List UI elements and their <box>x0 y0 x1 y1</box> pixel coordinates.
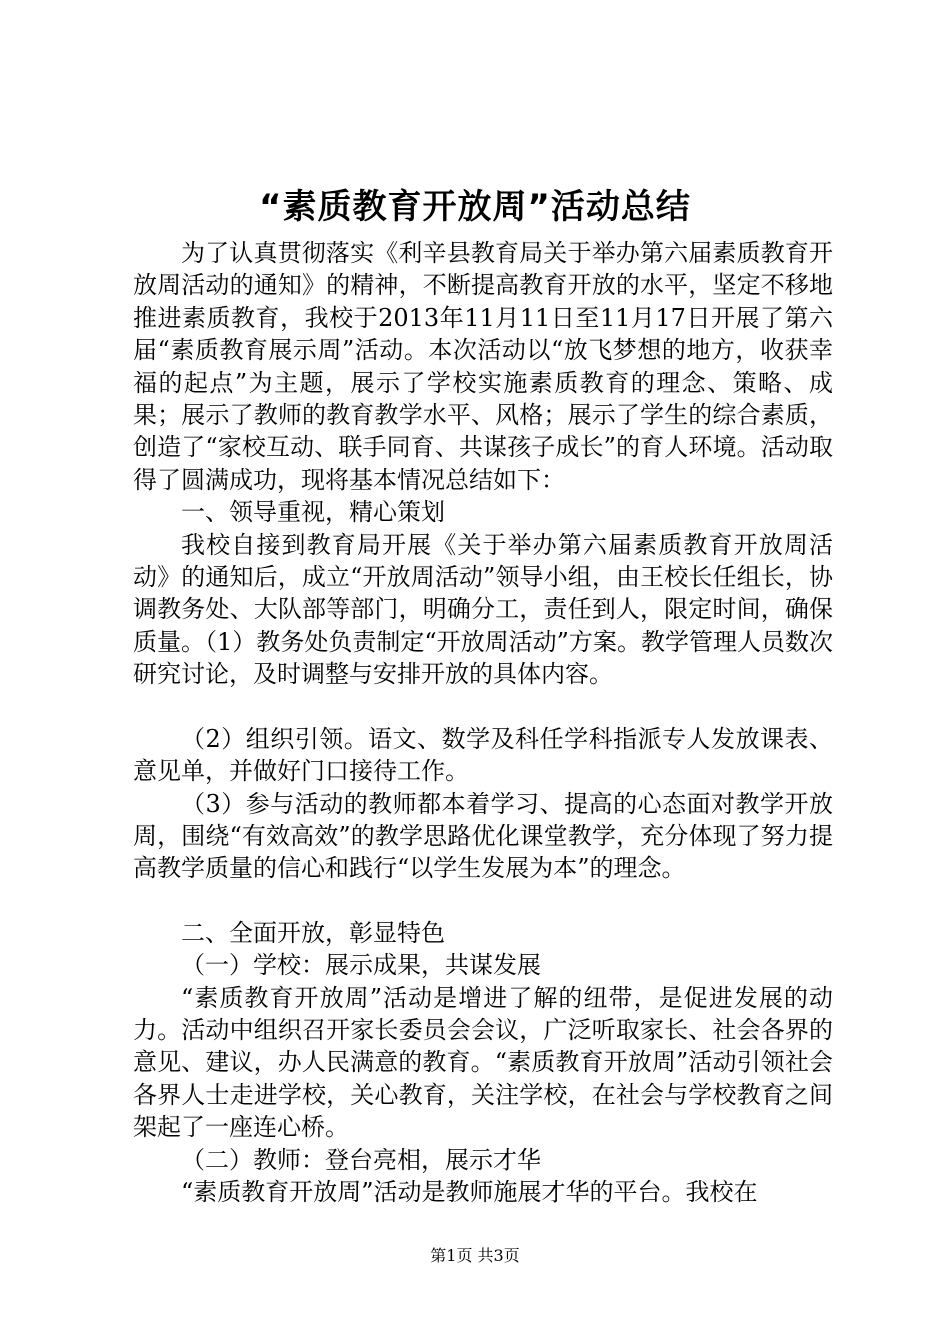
subsection-2-paragraph: “素质教育开放周”活动是教师施展才华的平台。我校在 <box>181 1177 758 1206</box>
subsection-heading-2: （二）教师：登台亮相，展示才华 <box>181 1145 541 1174</box>
section-1-paragraph: 我校自接到教育局开展《关于举办第六届素质教育开放周活动》的通知后，成立“开放周活动”领导小组，由王校长任组长，协调教务处、大队部等部门，明确分工，责任到人，限定时间，确保质量。（1）教务处负责制定“开放周活动”方案。教学管理人员数次研究讨论，及时调整与安排开放的具体内容。 <box>133 530 833 689</box>
page-footer: 第1页 共3页 <box>430 1246 520 1265</box>
section-heading-1: 一、领导重视，精心策划 <box>181 498 445 527</box>
document-title: “素质教育开放周”活动总结 <box>259 187 691 227</box>
document-body <box>133 237 833 1208</box>
subsection-1-paragraph: “素质教育开放周”活动是增进了解的纽带，是促进发展的动力。活动中组织召开家长委员会会议，广泛听取家长、社会各界的意见、建议，办人民满意的教育。“素质教育开放周”活动引领社会各界人士走进学校，关心教育，关注学校，在社会与学校教育之间架起了一座连心桥。 <box>133 983 833 1142</box>
section-1-item-3: （3）参与活动的教师都本着学习、提高的心态面对教学开放周，围绕“有效高效”的教学思路优化课堂教学，充分体现了努力提高教学质量的信心和践行“以学生发展为本”的理念。 <box>133 789 833 883</box>
paragraph-gap <box>133 691 833 723</box>
subsection-heading-1: （一）学校：展示成果，共谋发展 <box>181 951 541 980</box>
intro-paragraph: 为了认真贯彻落实《利辛县教育局关于举办第六届素质教育开放周活动的通知》的精神，不断提高教育开放的水平，坚定不移地推进素质教育，我校于2013年11月11日至11月17日开展了第六届“素质教育展示周”活动。本次活动以“放飞梦想的地方，收获幸福的起点”为主题，展示了学校实施素质教育的理念、策略、成果；展示了教师的教育教学水平、风格；展示了学生的综合素质，创造了“家校互动、联手同育、共谋孩子成长”的育人环境。活动取得了圆满成功，现将基本情况总结如下： <box>133 239 833 494</box>
paragraph-gap <box>133 885 833 917</box>
section-heading-2: 二、全面开放，彰显特色 <box>181 918 445 947</box>
section-1-item-2: （2）组织引领。语文、数学及科任学科指派专人发放课表、意见单，并做好门口接待工作。 <box>133 724 833 786</box>
